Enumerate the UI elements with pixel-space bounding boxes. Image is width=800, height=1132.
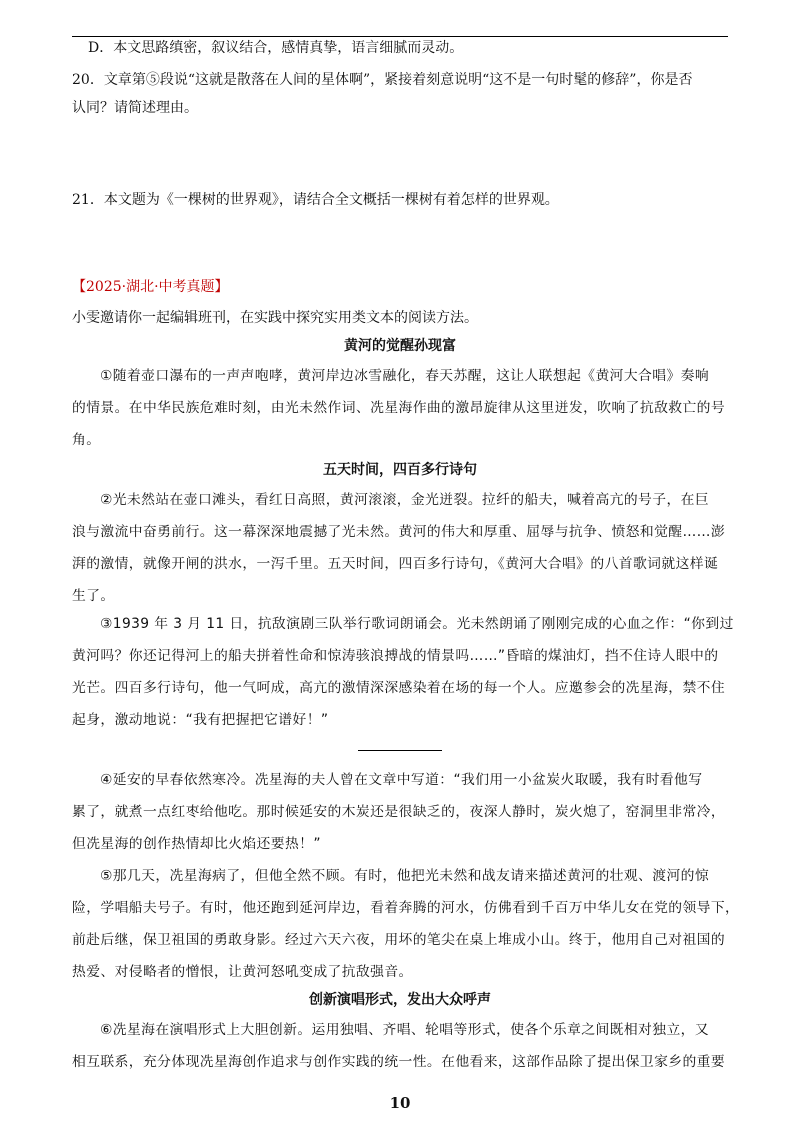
subheading-2: 创新演唱形式，发出大众呼声 [309,992,491,1008]
question-20-line-1: 20．文章第⑤段说“这就是散落在人间的星体啊”，紧接着刻意说明“这不是一句时髦的修辞”，你是否 [72,72,693,88]
paragraph-2-line: 湃的激情，就像开闸的洪水，一泻千里。五天时间，四百多行诗句，《黄河大合唱》的八首歌词就这样诞 [72,556,719,572]
paragraph-6-line: 相互联系，充分体现冼星海创作追求与创作实践的统一性。在他看来，这部作品除了提出保卫家乡的重要 [72,1054,726,1070]
paragraph-6-line: ⑥冼星海在演唱形式上大胆创新。运用独唱、齐唱、轮唱等形式，使各个乐章之间既相对独立，又 [100,1022,710,1038]
paragraph-1-line: ①随着壶口瀑布的一声声咆哮，黄河岸边冰雪融化，春天苏醒，这让人联想起《黄河大合唱》奏响 [100,368,710,384]
paragraph-3-line: ③1939 年 3 月 11 日，抗敌演剧三队举行歌词朗诵会。光未然朗诵了刚刚完成的心血之作：“你到过 [100,616,734,632]
header-rule [72,36,728,37]
paragraph-4-line: ④延安的早春依然寒冷。冼星海的夫人曾在文章中写道：“我们用一小盆炭火取暖，我有时看他写 [100,772,703,788]
question-21: 21．本文题为《一棵树的世界观》，请结合全文概括一棵树有着怎样的世界观。 [72,192,559,208]
section-divider [358,750,442,751]
paragraph-2-line: 生了。 [72,588,115,604]
option-d: D．本文思路缜密，叙议结合，感情真挚，语言细腻而灵动。 [88,40,464,56]
page-number: 10 [389,1094,411,1112]
paragraph-5-line: 热爱、对侵略者的憎恨，让黄河怒吼变成了抗敌强音。 [72,964,413,980]
article-title: 黄河的觉醒孙现富 [344,338,456,354]
section-tag: 【2025·湖北·中考真题】 [72,279,229,295]
paragraph-1-line: 的情景。在中华民族危难时刻，由光未然作词、冼星海作曲的激昂旋律从这里迸发，吹响了抗敌救亡的号 [72,400,726,416]
paragraph-2-line: ②光未然站在壶口滩头，看红日高照，黄河滚滚，金光迸裂。拉纤的船夫，喊着高亢的号子，在巨 [100,492,710,508]
question-20-line-2: 认同？请简述理由。 [72,100,198,116]
paragraph-5-line: 前赴后继，保卫祖国的勇敢身影。经过六天六夜，用坏的笔尖在桌上堆成小山。终于，他用自己对祖国的 [72,932,726,948]
paragraph-3-line: 起身，激动地说：“我有把握把它谱好！” [72,712,329,728]
subheading-1: 五天时间，四百多行诗句 [323,462,477,478]
paragraph-5-line: ⑤那几天，冼星海病了，但他全然不顾。有时，他把光未然和战友请来描述黄河的壮观、渡河的惊 [100,868,710,884]
paragraph-3-line: 光芒。四百多行诗句，他一气呵成，高亢的激情深深感染着在场的每一个人。应邀参会的冼星海，禁不住 [72,680,726,696]
section-intro: 小雯邀请你一起编辑班刊，在实践中探究实用类文本的阅读方法。 [72,310,478,326]
paragraph-3-line: 黄河吗？你还记得河上的船夫拼着性命和惊涛骇浪搏战的情景吗……”昏暗的煤油灯，挡不住诗人眼中的 [72,648,719,664]
paragraph-4-line: 累了，就煮一点红枣给他吃。那时候延安的木炭还是很缺乏的，夜深人静时，炭火熄了，窑洞里非常冷， [72,804,726,820]
paragraph-5-line: 险，学唱船夫号子。有时，他还跑到延河岸边，看着奔腾的河水，仿佛看到千百万中华儿女在党的领导下， [72,900,740,916]
paragraph-4-line: 但冼星海的创作热情却比火焰还要热！” [72,836,321,852]
paragraph-2-line: 浪与激流中奋勇前行。这一幕深深地震撼了光未然。黄河的伟大和厚重、屈辱与抗争、愤怒和觉醒……澎 [72,524,726,540]
paragraph-1-line: 角。 [72,432,101,448]
